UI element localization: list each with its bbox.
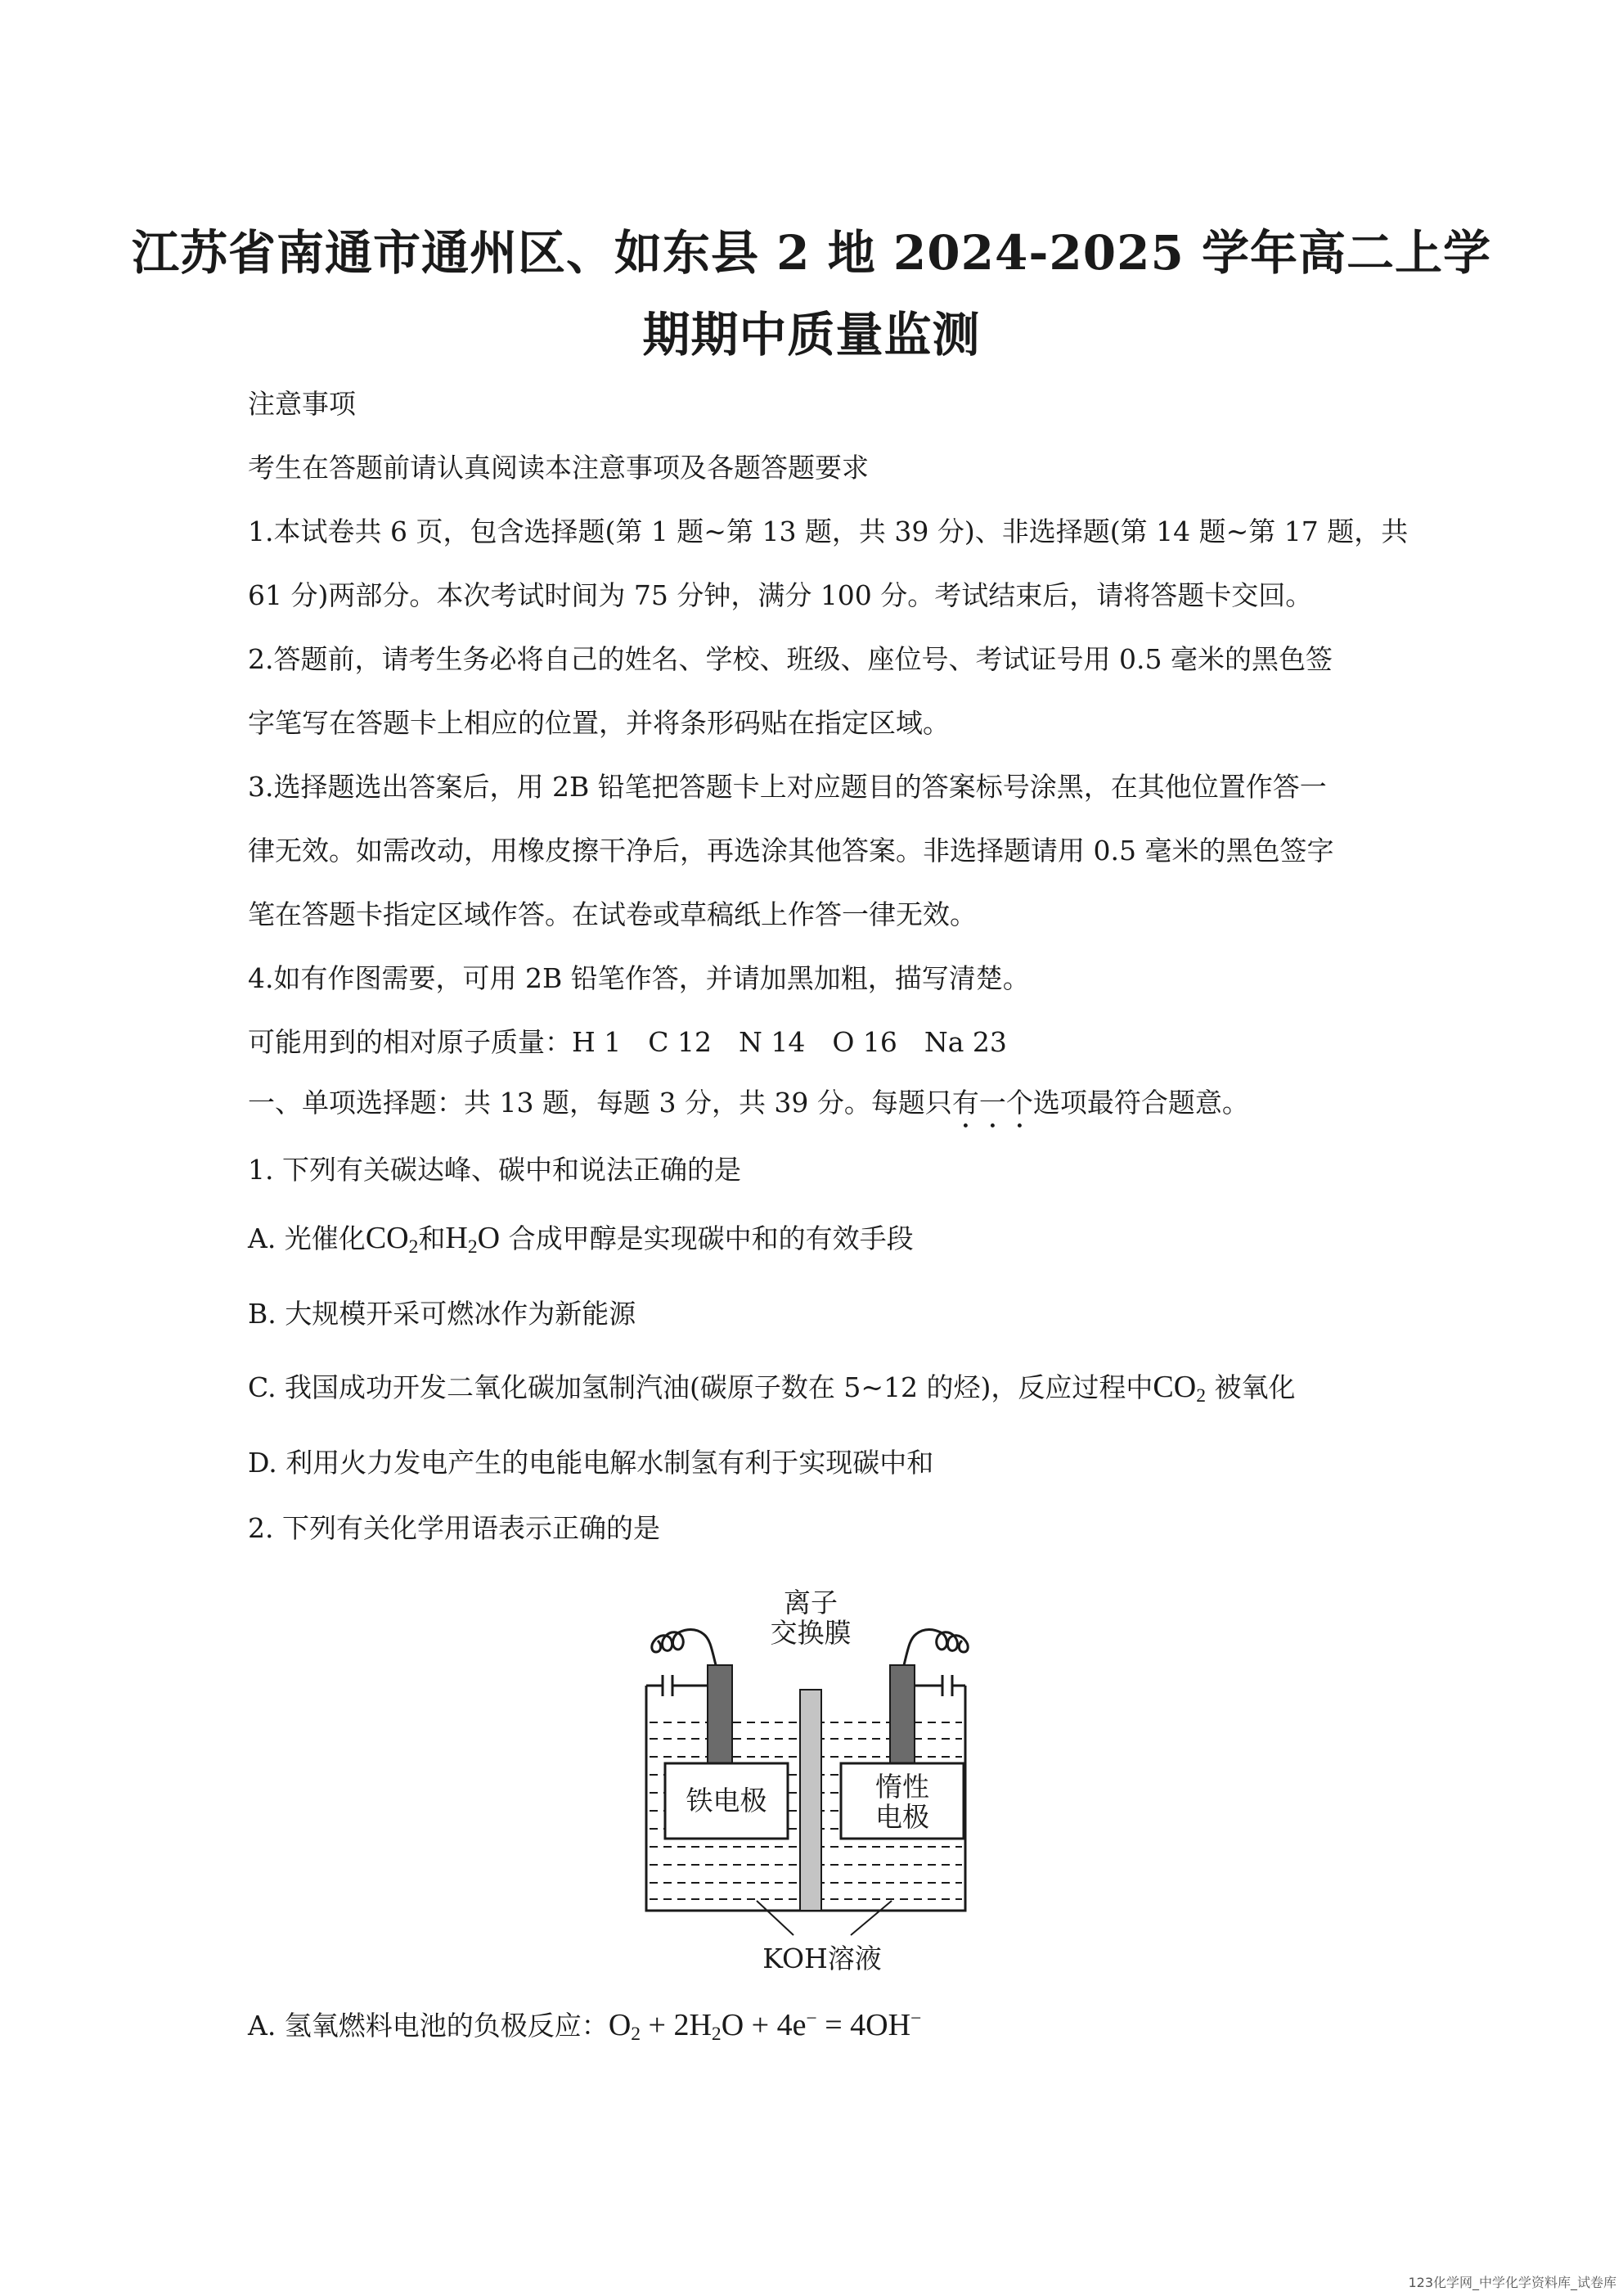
co2-formula: $CO_2$ xyxy=(1153,1370,1206,1407)
ion-exchange-membrane xyxy=(800,1690,821,1911)
notes-item1-line1: 1.本试卷共 6 页，包含选择题(第 1 题~第 13 题，共 39 分)、非选择题(第 14 题~第 17 题，共 xyxy=(248,515,1409,547)
solution-label: KOH溶液 xyxy=(762,1943,882,1974)
left-electrode-rod xyxy=(708,1665,732,1763)
left-electrode-label: 铁电极 xyxy=(686,1785,767,1817)
right-electrode-rod xyxy=(890,1665,915,1763)
q2-a-pre: A. 氢氧燃料电池的负极反应： xyxy=(248,2010,609,2042)
membrane-label-2: 交换膜 xyxy=(770,1617,852,1649)
q2-option-a xyxy=(248,2005,921,2046)
q1-a-mid: 和 xyxy=(418,1222,446,1254)
notes-item2-line1: 2.答题前，请考生务必将自己的姓名、学校、班级、座位号、考试证号用 0.5 毫米的黑色签 xyxy=(248,643,1333,675)
notes-item2-line2: 字笔写在答题卡上相应的位置，并将条形码贴在指定区域。 xyxy=(248,707,950,739)
notes-item1-line2: 61 分)两部分。本次考试时间为 75 分钟，满分 100 分。考试结束后，请将答题卡交回。 xyxy=(248,579,1313,611)
q1-option-c xyxy=(248,1366,1296,1407)
q2-stem: 2. 下列有关化学用语表示正确的是 xyxy=(248,1512,660,1544)
atomic-mass-line: 可能用到的相对原子质量：H 1 C 12 N 14 O 16 Na 23 xyxy=(248,1026,1007,1058)
q1-a-pre: A. 光催化 xyxy=(248,1222,366,1254)
notes-item3-line1: 3.选择题选出答案后，用 2B 铅笔把答题卡上对应题目的答案标号涂黑，在其他位置作答一 xyxy=(248,771,1327,803)
q1-a-post: 合成甲醇是实现碳中和的有效手段 xyxy=(508,1222,914,1254)
electrolysis-cell-diagram xyxy=(638,1575,982,1984)
notes-intro: 考生在答题前请认真阅读本注意事项及各题答题要求 xyxy=(248,452,869,484)
left-wire-icon xyxy=(652,1630,716,1666)
section1-heading-pre: 一、单项选择题：共 13 题，每题 3 分，共 39 分。每题只 xyxy=(248,1087,952,1119)
section1-heading-emphasis: 有一个 xyxy=(951,1087,1033,1119)
h2o-formula: $H_2O$ xyxy=(445,1221,501,1258)
right-wire-icon xyxy=(904,1630,968,1666)
footer-watermark: 123化学网_中学化学资料库_试卷库 xyxy=(1408,2275,1616,2290)
q1-c-pre: C. 我国成功开发二氧化碳加氢制汽油(碳原子数在 5~12 的烃)，反应过程中 xyxy=(248,1371,1153,1403)
membrane-label-1: 离子 xyxy=(784,1587,838,1618)
q1-stem: 1. 下列有关碳达峰、碳中和说法正确的是 xyxy=(248,1154,741,1186)
section1-heading xyxy=(248,1082,1249,1135)
q1-option-b: B. 大规模开采可燃冰作为新能源 xyxy=(248,1298,636,1330)
equation: $O_2 + 2H_2O + 4e^- = 4OH^-$ xyxy=(608,2008,922,2045)
co2-formula: $CO_2$ xyxy=(365,1221,419,1258)
q1-option-d: D. 利用火力发电产生的电能电解水制氢有利于实现碳中和 xyxy=(248,1447,934,1479)
notes-item3-line2: 律无效。如需改动，用橡皮擦干净后，再选涂其他答案。非选择题请用 0.5 毫米的黑色签字 xyxy=(248,835,1334,867)
page-title-line2: 期期中质量监测 xyxy=(642,307,981,362)
q1-c-post: 被氧化 xyxy=(1214,1371,1296,1403)
right-electrode-label-2: 电极 xyxy=(875,1801,929,1833)
notes-item4: 4.如有作图需要，可用 2B 铅笔作答，并请加黑加粗，描写清楚。 xyxy=(248,962,1030,994)
section1-heading-post: 选项最符合题意。 xyxy=(1032,1087,1249,1119)
notes-heading: 注意事项 xyxy=(248,388,356,420)
page-title-line1: 江苏省南通市通州区、如东县 2 地 2024-2025 学年高二上学 xyxy=(131,225,1492,281)
notes-item3-line3: 笔在答题卡指定区域作答。在试卷或草稿纸上作答一律无效。 xyxy=(248,898,977,930)
q1-option-a xyxy=(248,1218,914,1258)
right-electrode-label-1: 惰性 xyxy=(875,1771,929,1803)
